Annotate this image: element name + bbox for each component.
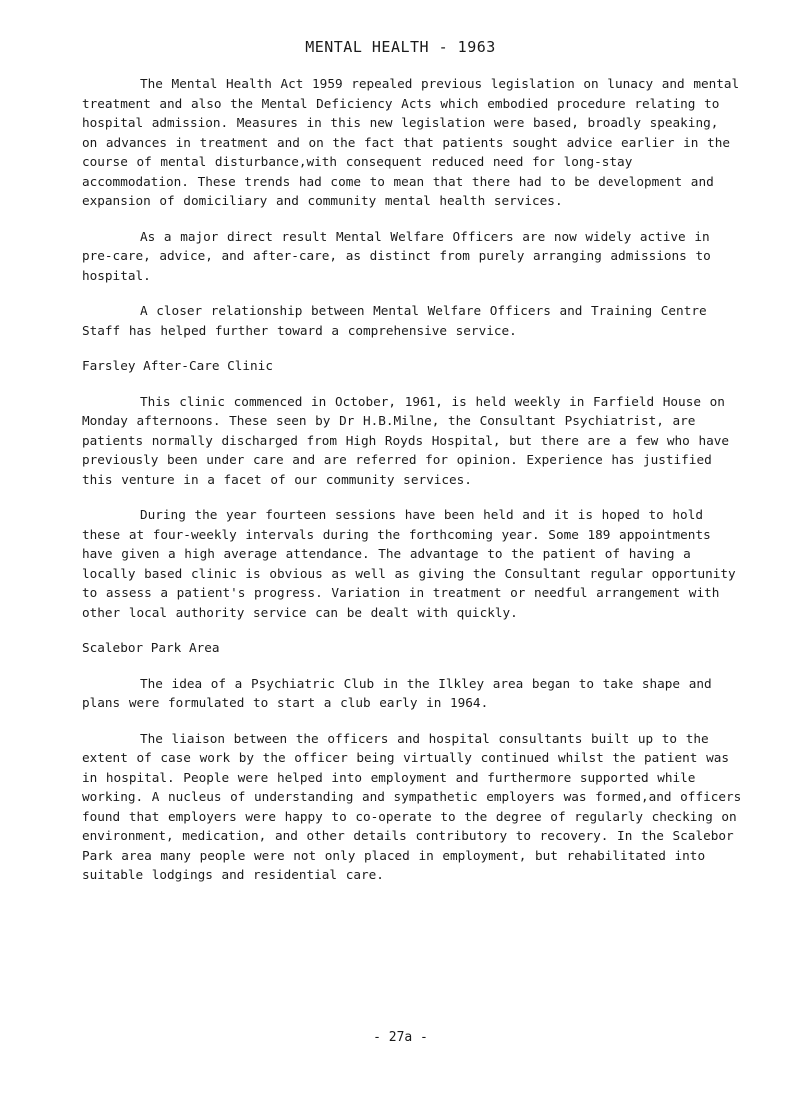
document-body [82, 74, 742, 901]
paragraph: This clinic commenced in October, 1961, is held weekly in Farfield House on Monday afternoons. These seen by Dr H.B.Milne, the Consultant Psychiatrist, are patients normally discharged from High Royds Hospital, but there are a few who have previously been under care and are referred for opinion. Experience has justified this venture in a facet of our community services. [82, 393, 729, 487]
page-number: - 27a - [373, 1030, 428, 1045]
paragraph: As a major direct result Mental Welfare Officers are now widely active in pre-care, advice, and after-care, as distinct from purely arranging admissions to hospital. [82, 228, 711, 283]
section-heading: Scalebor Park Area [82, 640, 220, 655]
paragraph: The Mental Health Act 1959 repealed previous legislation on lunacy and mental treatment and also the Mental Deficiency Acts which embodied procedure relating to hospital admission. Measures in this new legislation were based, broadly speaking, on advances in treatment and on the fact that patients sought advice earlier in the course of mental disturbance,with consequent reduced need for long-stay accommodation. These trends had come to mean that there had to be development and expansion of domiciliary and community mental health services. [82, 76, 740, 208]
page-title: MENTAL HEALTH - 1963 [305, 38, 496, 56]
paragraph: A closer relationship between Mental Welfare Officers and Training Centre Staff has helped further toward a comprehensive service. [82, 303, 707, 338]
paragraph: The liaison between the officers and hospital consultants built up to the extent of case work by the officer being virtually continued whilst the patient was in hospital. People were helped into employment and furthermore supported while working. A nucleus of understanding and sympathetic employers was formed,and officers found that employers were happy to co-operate to the degree of regularly checking on environment, medication, and other details contributory to recovery. In the Scalebor Park area many people were not only placed in employment, but rehabilitated into suitable lodgings and residential care. [82, 730, 742, 882]
paragraph: The idea of a Psychiatric Club in the Ilkley area began to take shape and plans were formulated to start a club early in 1964. [82, 675, 712, 710]
section-heading: Farsley After-Care Clinic [82, 358, 273, 373]
paragraph: During the year fourteen sessions have been held and it is hoped to hold these at four-weekly intervals during the forthcoming year. Some 189 appointments have given a high average attendance. The advantage to the patient of having a locally based clinic is obvious as well as giving the Consultant regular opportunity to assess a patient's progress. Variation in treatment or needful arrangement with other local authority service can be dealt with quickly. [82, 507, 736, 620]
